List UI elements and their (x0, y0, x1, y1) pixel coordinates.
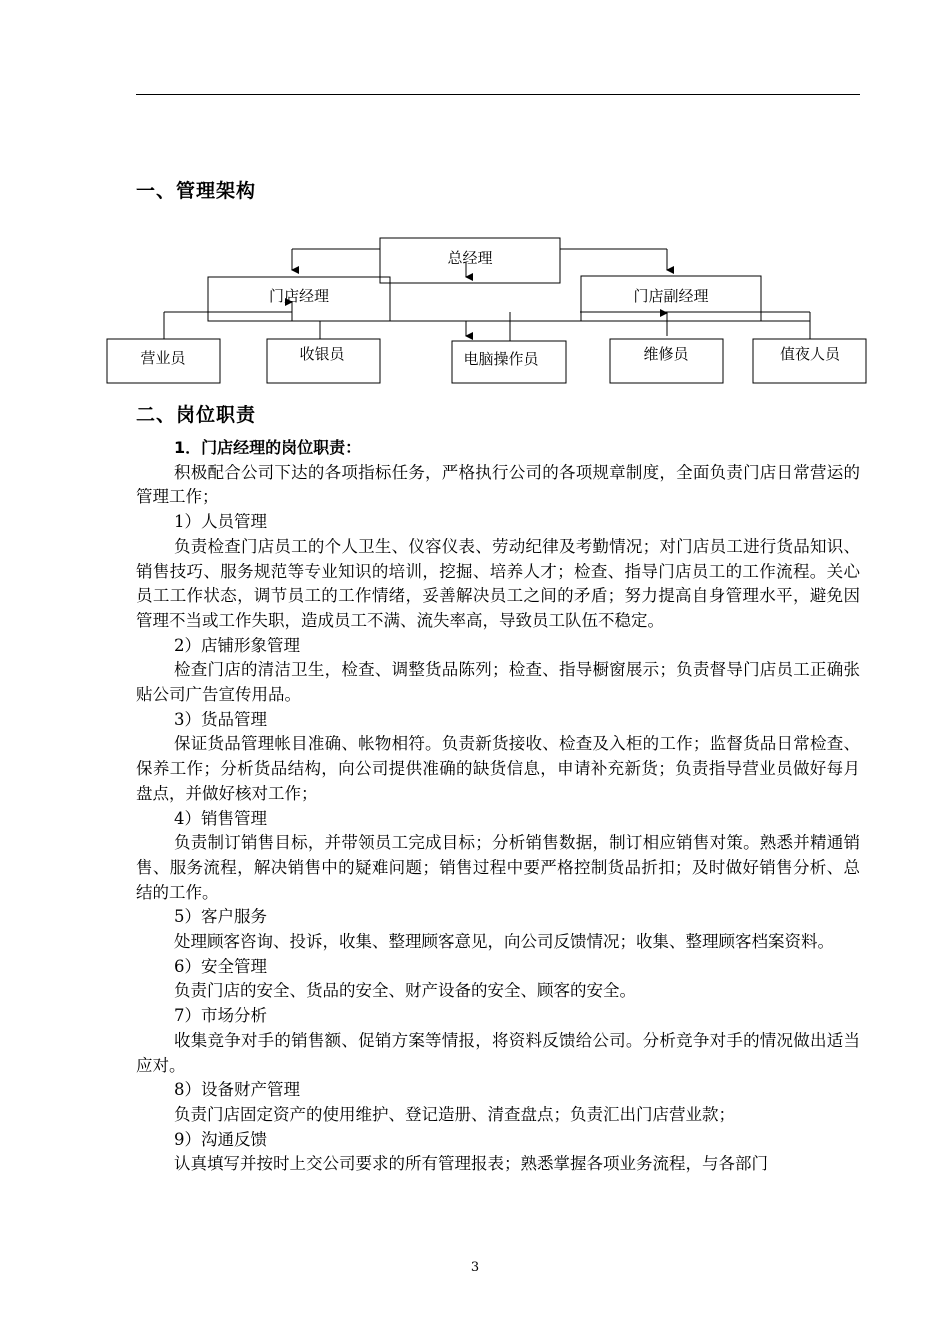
duty-item-heading: 8）设备财产管理 (174, 1080, 300, 1100)
duty-item-text: 负责门店的安全、货品的安全、财产设备的安全、顾客的安全。 (174, 981, 636, 1001)
org-label-general-manager: 总经理 (447, 249, 493, 267)
section-title-duties: 二、岗位职责 (136, 404, 257, 426)
duty-item-heading: 4）销售管理 (174, 808, 267, 828)
header-rule (136, 94, 860, 95)
org-label-maintenance: 维修员 (643, 345, 689, 363)
duty-item-text: 负责门店固定资产的使用维护、登记造册、清查盘点；负责汇出门店营业款； (174, 1104, 735, 1124)
org-label-deputy-manager: 门店副经理 (633, 287, 709, 305)
duty-item-text: 保证货品管理帐目准确、帐物相符。负责新货接收、检查及入柜的工作；监督货品日常检查、保养工作；分析货品结构，向公司提供准确的缺货信息，申请补充新货；负责指导营业员做好每月盘点，并做好核对工作； (136, 734, 860, 803)
duty-item-heading: 7）市场分析 (174, 1006, 267, 1026)
section-title-architecture: 一、管理架构 (136, 180, 257, 202)
duty-item-text: 检查门店的清洁卫生，检查、调整货品陈列；检查、指导橱窗展示；负责督导门店员工正确张贴公司广告宣传用品。 (136, 660, 860, 705)
page-number: 3 (470, 1260, 480, 1275)
duty-item-heading: 1）人员管理 (174, 512, 267, 532)
org-label-computer-operator: 电脑操作员 (463, 350, 539, 368)
org-label-store-manager: 门店经理 (268, 287, 330, 305)
duties-intro: 积极配合公司下达的各项指标任务，严格执行公司的各项规章制度，全面负责门店日常营运的管理工作； (136, 462, 860, 507)
duties-list (136, 510, 860, 1177)
duties-subtitle: 1．门店经理的岗位职责： (174, 438, 362, 457)
duty-item-heading: 3）货品管理 (174, 709, 267, 729)
org-label-salesperson: 营业员 (140, 349, 186, 367)
duty-item-heading: 9）沟通反馈 (174, 1129, 267, 1149)
org-label-night-staff: 值夜人员 (779, 345, 841, 363)
duty-item-text: 认真填写并按时上交公司要求的所有管理报表；熟悉掌握各项业务流程，与各部门 (174, 1154, 768, 1174)
duty-item-heading: 5）客户服务 (174, 907, 267, 927)
duty-item-text: 处理顾客咨询、投诉，收集、整理顾客意见，向公司反馈情况；收集、整理顾客档案资料。 (174, 932, 834, 952)
duty-item-heading: 6）安全管理 (174, 956, 267, 976)
org-chart (0, 230, 950, 390)
duty-item-text: 负责制订销售目标，并带领员工完成目标；分析销售数据，制订相应销售对策。熟悉并精通销售、服务流程，解决销售中的疑难问题；销售过程中要严格控制货品折扣；及时做好销售分析、总结的工作。 (136, 833, 860, 902)
duty-item-text: 收集竞争对手的销售额、促销方案等情报，将资料反馈给公司。分析竞争对手的情况做出适当应对。 (136, 1030, 860, 1075)
duty-item-heading: 2）店铺形象管理 (174, 635, 300, 655)
duty-item-text: 负责检查门店员工的个人卫生、仪容仪表、劳动纪律及考勤情况；对门店员工进行货品知识、销售技巧、服务规范等专业知识的培训，挖掘、培养人才；检查、指导门店员工的工作流程。关心员工工作状态，调节员工的工作情绪，妥善解决员工之间的矛盾；努力提高自身管理水平，避免因管理不当或工作失职，造成员工不满、流失率高，导致员工队伍不稳定。 (136, 536, 860, 630)
org-label-cashier: 收银员 (299, 345, 345, 363)
duties-content (136, 436, 860, 1177)
